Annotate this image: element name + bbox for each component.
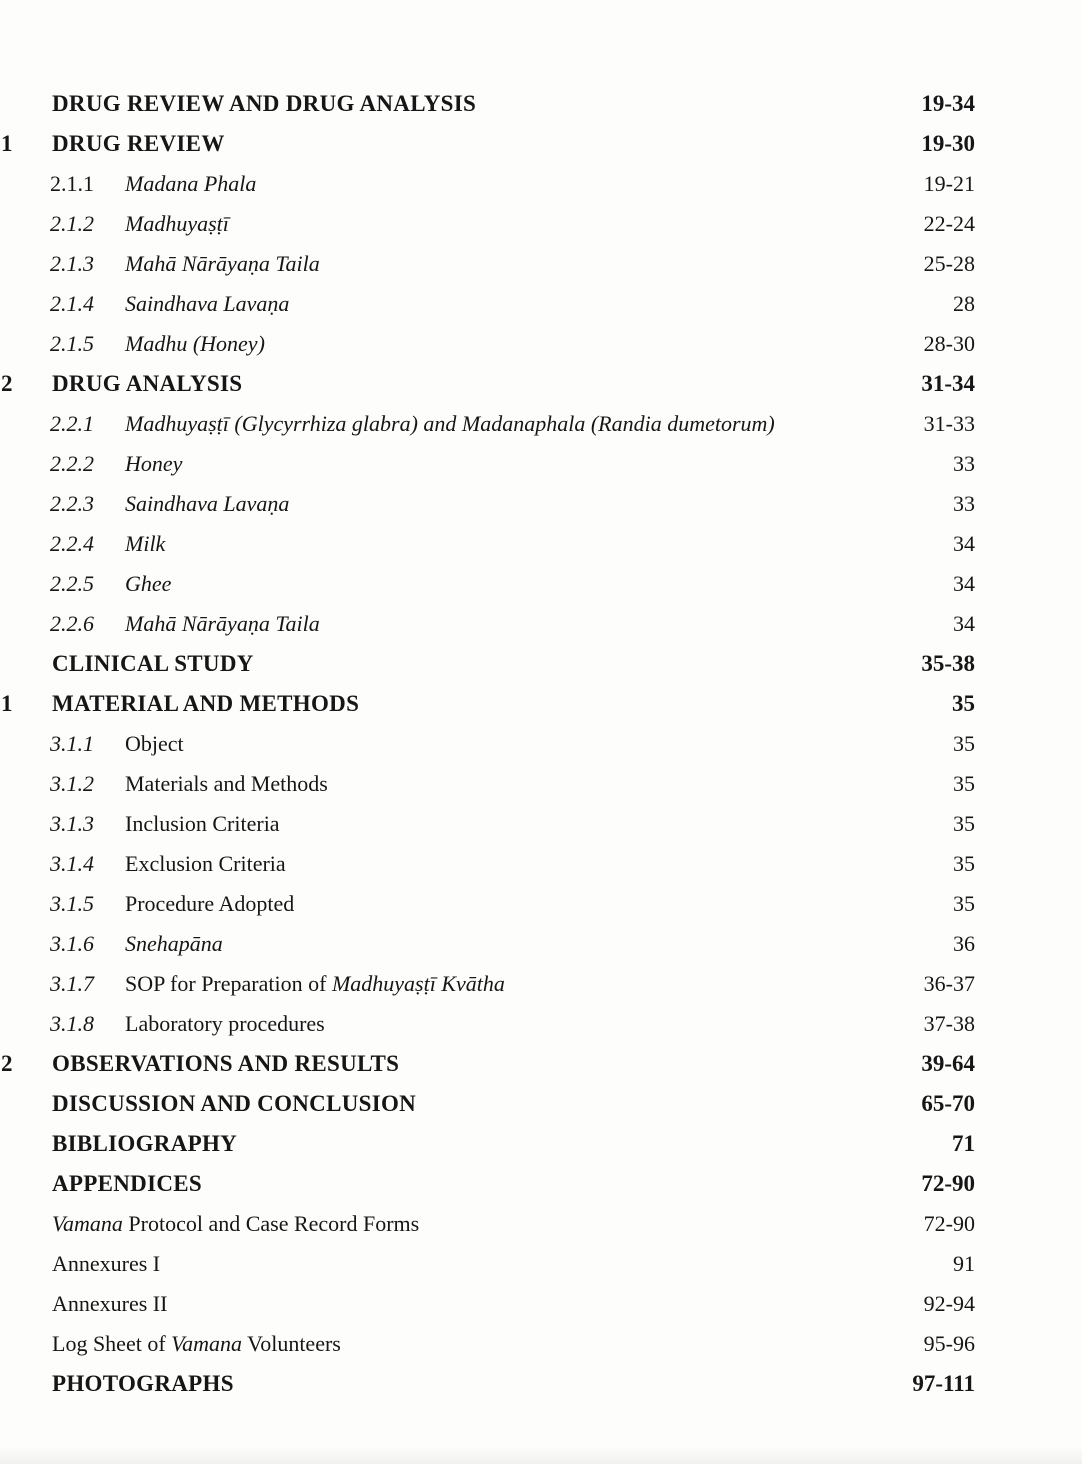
entry-title bbox=[125, 451, 182, 477]
entry-title-segment: Madhuyaṣṭī (Glycyrrhiza glabra) and Madanaphala (Randia dumetorum) bbox=[125, 411, 775, 436]
toc-row bbox=[0, 404, 1082, 444]
entry-title-segment: Vamana bbox=[52, 1211, 123, 1236]
toc-row bbox=[0, 1244, 1082, 1284]
entry-page-range: 37-38 bbox=[923, 1011, 975, 1036]
entry-page-range: 91 bbox=[953, 1251, 975, 1276]
entry-title-segment: Milk bbox=[125, 531, 166, 556]
toc-row bbox=[0, 244, 1082, 284]
entry-title bbox=[52, 651, 254, 677]
entry-title-segment: Madhuyaṣṭī bbox=[125, 211, 229, 236]
entry-page-range: 36-37 bbox=[923, 971, 975, 996]
entry-title-segment: MATERIAL AND METHODS bbox=[52, 691, 360, 716]
entry-title-segment: Honey bbox=[125, 451, 183, 476]
entry-title bbox=[52, 371, 242, 397]
entry-title bbox=[125, 171, 256, 197]
entry-title bbox=[125, 771, 328, 797]
entry-page-range: 19-21 bbox=[923, 171, 975, 196]
toc-row bbox=[0, 124, 1082, 164]
entry-title-segment: Protocol and Case Record Forms bbox=[122, 1211, 420, 1236]
entry-title-segment: Object bbox=[125, 731, 184, 756]
entry-title bbox=[125, 891, 294, 917]
entry-page-range: 34 bbox=[953, 531, 975, 556]
section-edge-number: 2 bbox=[1, 1051, 13, 1076]
toc-row bbox=[0, 1124, 1082, 1164]
entry-title-segment: OBSERVATIONS AND RESULTS bbox=[52, 1051, 400, 1076]
entry-page-range: 19-34 bbox=[921, 91, 975, 116]
entry-title-segment: Ghee bbox=[125, 571, 172, 596]
toc-row bbox=[0, 1204, 1082, 1244]
entry-page-range: 35 bbox=[953, 771, 975, 796]
entry-title bbox=[52, 1211, 419, 1237]
entry-number: 2.2.4 bbox=[50, 531, 94, 556]
entry-page-range: 22-24 bbox=[923, 211, 975, 236]
entry-title-segment: Exclusion Criteria bbox=[125, 851, 286, 876]
entry-page-range: 35 bbox=[952, 691, 975, 716]
toc-row bbox=[0, 884, 1082, 924]
entry-page-range: 39-64 bbox=[921, 1051, 975, 1076]
entry-number: 2.1.4 bbox=[50, 291, 94, 316]
entry-page-range: 35 bbox=[953, 851, 975, 876]
toc-row bbox=[0, 844, 1082, 884]
toc-row bbox=[0, 964, 1082, 1004]
entry-page-range: 35 bbox=[953, 811, 975, 836]
entry-page-range: 97-111 bbox=[912, 1371, 975, 1396]
toc-row bbox=[0, 804, 1082, 844]
entry-page-range: 35 bbox=[953, 731, 975, 756]
entry-title bbox=[125, 211, 229, 237]
entry-title-segment: Madhuyaṣṭī Kvātha bbox=[331, 971, 505, 996]
toc-row bbox=[0, 484, 1082, 524]
entry-number: 2.2.3 bbox=[50, 491, 94, 516]
entry-page-range: 19-30 bbox=[921, 131, 975, 156]
entry-title bbox=[125, 571, 171, 597]
toc-row bbox=[0, 444, 1082, 484]
entry-number: 3.1.5 bbox=[50, 891, 94, 916]
toc-row bbox=[0, 1084, 1082, 1124]
entry-title-segment: Snehapāna bbox=[125, 931, 223, 956]
entry-page-range: 71 bbox=[952, 1131, 975, 1156]
toc-row bbox=[0, 1044, 1082, 1084]
entry-title bbox=[125, 811, 280, 837]
entry-number: 3.1.7 bbox=[50, 971, 94, 996]
entry-title-segment: Procedure Adopted bbox=[125, 891, 295, 916]
entry-number: 3.1.2 bbox=[50, 771, 94, 796]
entry-number: 2.2.6 bbox=[50, 611, 94, 636]
toc-row bbox=[0, 164, 1082, 204]
entry-page-range: 95-96 bbox=[923, 1331, 975, 1356]
entry-page-range: 33 bbox=[953, 491, 975, 516]
entry-page-range: 34 bbox=[953, 571, 975, 596]
entry-title bbox=[125, 491, 289, 517]
entry-title bbox=[125, 251, 320, 277]
toc-row bbox=[0, 1164, 1082, 1204]
entry-title-segment: DISCUSSION AND CONCLUSION bbox=[52, 1091, 417, 1116]
entry-title bbox=[125, 931, 223, 957]
entry-title bbox=[125, 331, 265, 357]
toc-row bbox=[0, 564, 1082, 604]
entry-title-segment: SOP for Preparation of bbox=[125, 971, 332, 996]
entry-title bbox=[125, 851, 286, 877]
entry-title bbox=[125, 411, 775, 437]
entry-title-segment: Annexures II bbox=[52, 1291, 168, 1316]
entry-page-range: 33 bbox=[953, 451, 975, 476]
entry-number: 3.1.1 bbox=[50, 731, 94, 756]
entry-page-range: 31-34 bbox=[921, 371, 975, 396]
entry-page-range: 65-70 bbox=[921, 1091, 975, 1116]
toc-row bbox=[0, 724, 1082, 764]
entry-title bbox=[125, 531, 165, 557]
entry-number: 2.1.5 bbox=[50, 331, 94, 356]
entry-title bbox=[125, 611, 320, 637]
entry-title bbox=[52, 1091, 416, 1117]
toc-row bbox=[0, 764, 1082, 804]
entry-title-segment: Saindhava Lavaṇa bbox=[125, 491, 290, 516]
entry-title-segment: Mahā Nārāyaṇa Taila bbox=[125, 251, 320, 276]
entry-title bbox=[52, 1371, 234, 1397]
toc-row bbox=[0, 1324, 1082, 1364]
entry-title-segment: Madana Phala bbox=[125, 171, 257, 196]
entry-title bbox=[52, 1291, 167, 1317]
toc-row bbox=[0, 644, 1082, 684]
entry-title-segment: Log Sheet of bbox=[52, 1331, 172, 1356]
entry-title bbox=[125, 1011, 325, 1037]
section-edge-number: 2 bbox=[1, 371, 13, 396]
entry-number: 2.2.2 bbox=[50, 451, 94, 476]
entry-title-segment: DRUG ANALYSIS bbox=[52, 371, 243, 396]
toc-row bbox=[0, 204, 1082, 244]
entry-title bbox=[52, 691, 359, 717]
entry-title-segment: Saindhava Lavaṇa bbox=[125, 291, 290, 316]
entry-title-segment: DRUG REVIEW bbox=[52, 131, 225, 156]
section-edge-number: 1 bbox=[1, 691, 13, 716]
entry-page-range: 35-38 bbox=[921, 651, 975, 676]
entry-page-range: 25-28 bbox=[923, 251, 975, 276]
entry-number: 2.1.3 bbox=[50, 251, 94, 276]
toc-row bbox=[0, 1004, 1082, 1044]
entry-number: 2.2.5 bbox=[50, 571, 94, 596]
entry-page-range: 92-94 bbox=[923, 1291, 975, 1316]
entry-title bbox=[52, 1051, 399, 1077]
entry-page-range: 28-30 bbox=[923, 331, 975, 356]
entry-title-segment: Inclusion Criteria bbox=[125, 811, 280, 836]
section-edge-number: 1 bbox=[1, 131, 13, 156]
entry-title bbox=[52, 1251, 160, 1277]
entry-number: 3.1.6 bbox=[50, 931, 94, 956]
entry-title bbox=[125, 971, 505, 997]
toc-row bbox=[0, 684, 1082, 724]
entry-page-range: 34 bbox=[953, 611, 975, 636]
entry-page-range: 72-90 bbox=[923, 1211, 975, 1236]
toc-row bbox=[0, 924, 1082, 964]
entry-title bbox=[125, 291, 289, 317]
entry-title-segment: BIBLIOGRAPHY bbox=[52, 1131, 238, 1156]
entry-page-range: 35 bbox=[953, 891, 975, 916]
entry-title-segment: DRUG REVIEW AND DRUG ANALYSIS bbox=[52, 91, 477, 116]
entry-number: 2.1.2 bbox=[50, 211, 94, 236]
entry-title-segment: Madhu (Honey) bbox=[125, 331, 265, 356]
entry-title-segment: CLINICAL STUDY bbox=[52, 651, 254, 676]
entry-title-segment: Annexures I bbox=[52, 1251, 161, 1276]
entry-number: 3.1.3 bbox=[50, 811, 94, 836]
toc-list bbox=[0, 84, 1082, 1404]
toc-row bbox=[0, 324, 1082, 364]
entry-page-range: 28 bbox=[953, 291, 975, 316]
entry-number: 2.2.1 bbox=[50, 411, 94, 436]
entry-number: 3.1.8 bbox=[50, 1011, 94, 1036]
toc-row bbox=[0, 1284, 1082, 1324]
entry-title-segment: Mahā Nārāyaṇa Taila bbox=[125, 611, 320, 636]
toc-row bbox=[0, 364, 1082, 404]
entry-title-segment: Materials and Methods bbox=[125, 771, 328, 796]
toc-row bbox=[0, 284, 1082, 324]
entry-title bbox=[52, 131, 225, 157]
entry-title-segment: APPENDICES bbox=[52, 1171, 202, 1196]
entry-title bbox=[52, 1331, 341, 1357]
toc-row bbox=[0, 524, 1082, 564]
entry-title-segment: Volunteers bbox=[242, 1331, 341, 1356]
entry-number: 3.1.4 bbox=[50, 851, 94, 876]
entry-title-segment: Vamana bbox=[171, 1331, 243, 1356]
entry-page-range: 36 bbox=[953, 931, 975, 956]
toc-row bbox=[0, 604, 1082, 644]
entry-page-range: 72-90 bbox=[921, 1171, 975, 1196]
toc-row bbox=[0, 84, 1082, 124]
entry-title bbox=[52, 1131, 237, 1157]
entry-title-segment: PHOTOGRAPHS bbox=[52, 1371, 234, 1396]
entry-number: 2.1.1 bbox=[50, 171, 94, 196]
entry-page-range: 31-33 bbox=[923, 411, 975, 436]
toc-row bbox=[0, 1364, 1082, 1404]
entry-title bbox=[52, 1171, 202, 1197]
entry-title bbox=[52, 91, 476, 117]
entry-title bbox=[125, 731, 184, 757]
entry-title-segment: Laboratory procedures bbox=[125, 1011, 325, 1036]
